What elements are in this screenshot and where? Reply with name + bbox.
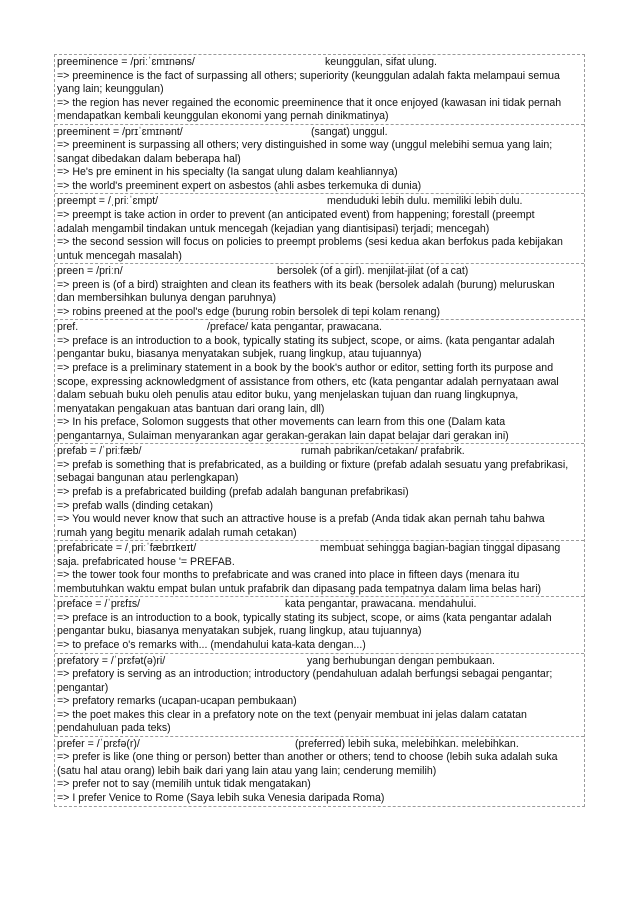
- translation: rumah pabrikan/cetakan/ prafabrik.: [301, 445, 465, 458]
- translation: (sangat) unggul.: [311, 125, 388, 138]
- definition-line: => prefatory remarks (ucapan-ucapan pembukaan): [57, 695, 297, 708]
- entry-header: [57, 56, 582, 70]
- definition-line: => prefer not to say (memilih untuk tidak mengatakan): [57, 778, 311, 791]
- definition-line: => the tower took four months to prefabricate and was craned into place in fifteen days (menara itu: [57, 569, 520, 582]
- definition-line: => In his preface, Solomon suggests that other movements can learn from this one (Dalam kata: [57, 416, 506, 429]
- headword: preeminent = /prɪˈɛmɪnənt/: [57, 125, 183, 138]
- definition-line: adalah mengambil tindakan untuk mencegah (kejadian yang diantisipasi) terjadi; mencegah): [57, 222, 490, 235]
- definition-line: saja. prefabricated house '= PREFAB.: [57, 555, 235, 568]
- dictionary-entry: [55, 55, 584, 125]
- dictionary-entry: [55, 444, 584, 541]
- definition-line: => preface is a preliminary statement in a book by the book's author or editor, setting forth its purpose and: [57, 362, 554, 375]
- translation: keunggulan, sifat ulung.: [325, 56, 437, 68]
- definition-line: => You would never know that such an attractive house is a prefab (Anda tidak akan pernah tahu bahwa: [57, 513, 545, 526]
- definition-line: sebagai bangunan atau perlengkapan): [57, 472, 239, 485]
- definition-line: pengantar buku, biasanya menyatakan subjek, ruang lingkup, atau tujuannya): [57, 625, 422, 638]
- headword: pref.: [57, 321, 79, 334]
- definition-line: pendahuluan pada teks): [57, 722, 171, 735]
- entry-header: [57, 738, 582, 752]
- definition-line: => He's pre eminent in his specialty (Ia sangat ulung dalam keahliannya): [57, 166, 398, 179]
- definition-line: => the poet makes this clear in a prefatory note on the text (penyair membuat ini jelas dalam catatan: [57, 708, 527, 721]
- definition-line: => preeminent is surpassing all others; very distinguished in some way (unggul melebihi semua yang lain;: [57, 139, 553, 152]
- definition-line: scope, expressing acknowledgment of assistance from others, etc (kata pengantar adalah pernyataan awal: [57, 375, 559, 388]
- definition-line: mendapatkan kembali keunggulan ekonomi yang pernah dinikmatinya): [57, 110, 389, 123]
- definition-line: => preface is an introduction to a book, typically stating its subject, scope, or aims (kata pengantar adalah: [57, 611, 552, 624]
- definition-line: => to preface o's remarks with... (mendahului kata-kata dengan...): [57, 638, 366, 651]
- translation: (preferred) lebih suka, melebihkan. melebihkan.: [295, 737, 519, 750]
- definition-line: => prefer is like (one thing or person) better than another or others; tend to choose (lebih suka adalah suka: [57, 751, 558, 764]
- dictionary-entry: [55, 541, 584, 597]
- dictionary-table: [54, 54, 585, 807]
- translation: yang berhubungan dengan pembukaan.: [307, 654, 495, 667]
- entry-header: [57, 542, 582, 556]
- definition-line: => the world's preeminent expert on asbestos (ahli asbes terkemuka di dunia): [57, 179, 422, 192]
- definition-line: => prefab walls (dinding cetakan): [57, 499, 214, 512]
- definition-line: pengantar buku, biasanya menyatakan subjek, ruang lingkup, atau tujuannya): [57, 348, 422, 361]
- dictionary-entry: [55, 320, 584, 444]
- translation: kata pengantar, prawacana. mendahului.: [285, 598, 477, 611]
- definition-line: => robins preened at the pool's edge (burung robin bersolek di tepi kolam renang): [57, 305, 441, 318]
- definition-line: menyatakan pengakuan atas bantuan dari orang lain, dll): [57, 402, 325, 415]
- definition-line: => prefab is something that is prefabricated, as a building or fixture (prefab adalah sesuatu yang prefabrikasi,: [57, 458, 569, 471]
- definition-line: untuk mencegah masalah): [57, 249, 182, 262]
- definition-line: => preface is an introduction to a book, typically stating its subject, scope, or aims. (kata pengantar adalah: [57, 334, 555, 347]
- entry-header: [57, 598, 582, 612]
- headword: preen = /priːn/: [57, 265, 123, 278]
- definition-line: => prefatory is serving as an introduction; introductory (pendahuluan adalah berfungsi sebagai pengantar;: [57, 668, 553, 681]
- translation: bersolek (of a girl). menjilat-jilat (of a cat): [277, 265, 469, 278]
- definition-line: => preempt is take action in order to prevent (an anticipated event) from happening; forestall (preempt: [57, 209, 535, 222]
- definition-line: => the region has never regained the economic preeminence that it once enjoyed (kawasan ini tidak pernah: [57, 96, 562, 109]
- dictionary-entry: [55, 737, 584, 806]
- dictionary-entry: [55, 264, 584, 320]
- entry-header: [57, 126, 582, 140]
- definition-line: => prefab is a prefabricated building (prefab adalah bangunan prefabrikasi): [57, 485, 409, 498]
- definition-line: => preen is (of a bird) straighten and clean its feathers with its beak (bersolek adalah (burung) meluruskan: [57, 278, 555, 291]
- definition-line: pengantarnya, Sulaiman menyarankan agar gerakan-gerakan lain dapat belajar dari gerakan ini): [57, 429, 509, 442]
- entry-header: [57, 265, 582, 279]
- entry-header: [57, 195, 582, 209]
- translation: /preface/ kata pengantar, prawacana.: [207, 321, 382, 334]
- headword: prefabricate = /ˌpriːˈfæbrɪkeɪt/: [57, 542, 197, 555]
- definition-line: => the second session will focus on policies to preempt problems (sesi kedua akan berfokus pada kebijakan: [57, 236, 563, 249]
- headword: prefab = /ˈpriːfæb/: [57, 445, 142, 458]
- dictionary-entry: [55, 194, 584, 264]
- definition-line: (satu hal atau orang) lebih baik dari yang lain atau yang lain; cenderung memilih): [57, 764, 437, 777]
- dictionary-entry: [55, 654, 584, 737]
- headword: preface = /ˈprɛfɪs/: [57, 598, 141, 611]
- headword: prefatory = /ˈprɛfət(ə)ri/: [57, 654, 166, 667]
- definition-line: pengantar): [57, 681, 109, 694]
- definition-line: => preeminence is the fact of surpassing all others; superiority (keunggulan adalah fakta melampaui semua: [57, 69, 560, 82]
- definition-line: membutuhkan waktu empat bulan untuk prafabrik dan dipasang pada tempatnya dalam lima belas hari): [57, 582, 542, 595]
- definition-line: dalam sebuah buku oleh penulis atau editor buku, yang menjelaskan tujuan dan ruang lingkupnya,: [57, 389, 519, 402]
- headword: preempt = /ˌpriːˈɛmpt/: [57, 195, 159, 208]
- dictionary-entry: [55, 125, 584, 195]
- definition-line: yang lain; keunggulan): [57, 83, 164, 96]
- entry-header: [57, 321, 582, 335]
- definition-line: dan membersihkan bulunya dengan paruhnya): [57, 292, 277, 305]
- translation: membuat sehingga bagian-bagian tinggal dipasang: [320, 542, 561, 555]
- headword: preeminence = /priːˈɛmɪnəns/: [57, 56, 195, 68]
- definition-line: => I prefer Venice to Rome (Saya lebih suka Venesia daripada Roma): [57, 791, 385, 804]
- dictionary-entry: [55, 597, 584, 653]
- definition-line: rumah yang begitu menarik adalah rumah cetakan): [57, 526, 297, 539]
- headword: prefer = /ˈprɛfə(r)/: [57, 737, 140, 750]
- definition-line: sangat dibedakan dalam beberapa hal): [57, 152, 241, 165]
- translation: menduduki lebih dulu. memiliki lebih dulu.: [327, 195, 523, 208]
- entry-header: [57, 655, 582, 669]
- entry-header: [57, 445, 582, 459]
